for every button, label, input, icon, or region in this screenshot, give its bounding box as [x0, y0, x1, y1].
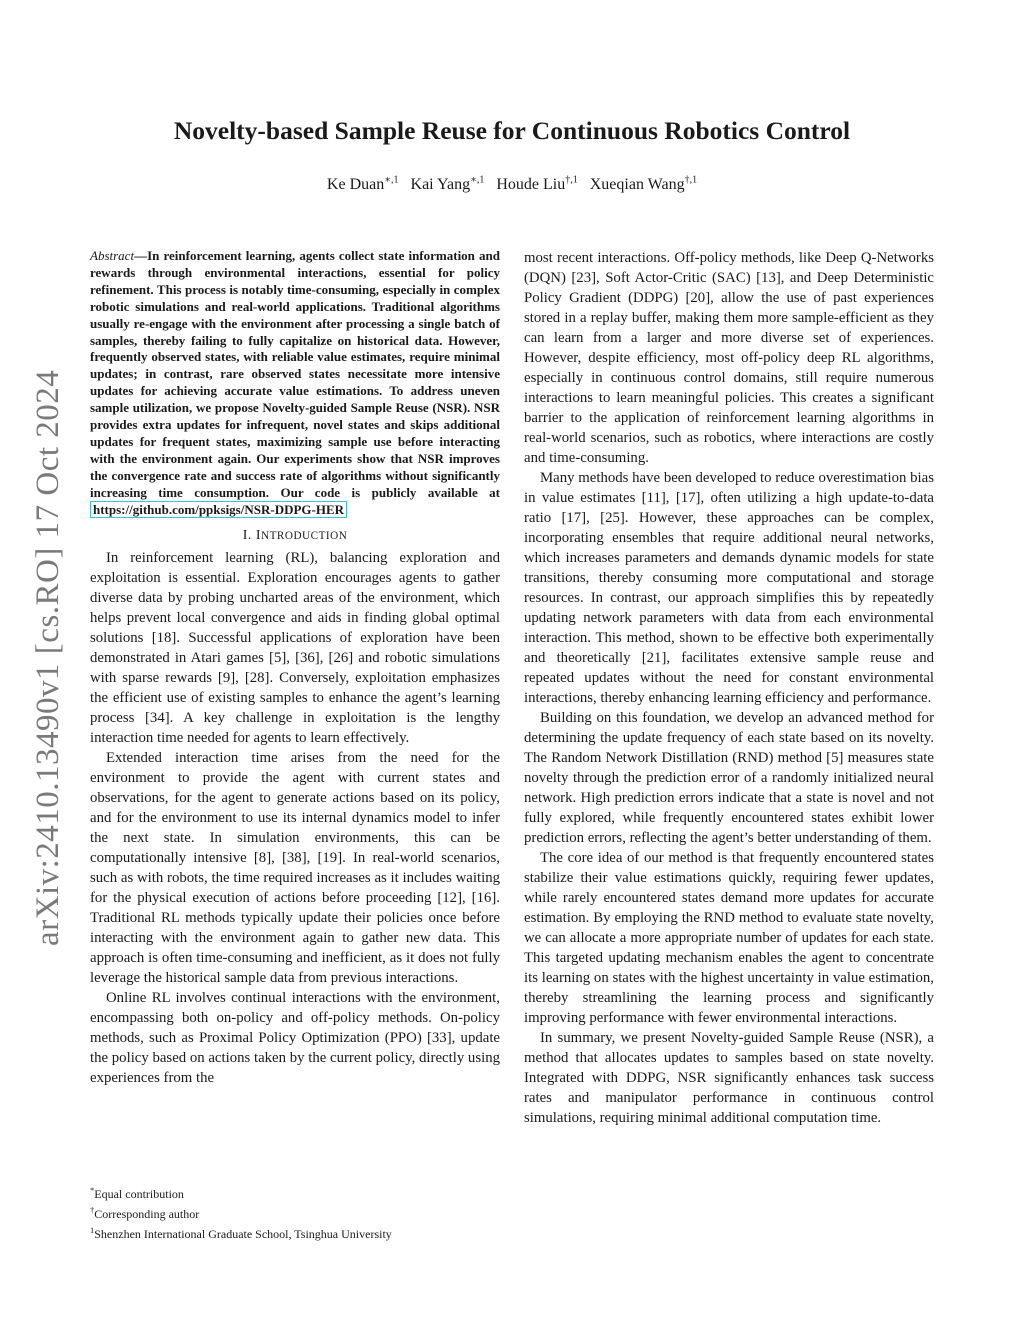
author-name: Kai Yang — [410, 176, 471, 194]
section-heading-introduction — [90, 528, 500, 544]
paragraph-continuation: most recent interactions. Off-policy methods, like Deep Q-Networks (DQN) [23], Soft Actor-Critic (SAC) [13], and Deep Deterministic Policy Gradient (DDPG) [20], allow the use of past experiences stored in a replay buffer, making them more sample-efficient as they can learn from a larger and more diverse set of experiences. However, despite efficiency, most off-policy deep RL algorithms, especially in continuous control domains, still require numerous interactions to learn meaningful policies. This creates a significant barrier to the application of reinforcement learning algorithms in real-world scenarios, such as robotics, where interactions are costly and time-consuming. — [524, 250, 934, 466]
paragraph: In summary, we present Novelty-guided Sample Reuse (NSR), a method that allocates updates to samples based on state novelty. Integrated with DDPG, NSR significantly enhances task success rates and manipulator performance in continuous control simulations, requiring minimal additional computation time. — [524, 1030, 934, 1126]
section-numeral: I. I — [242, 527, 262, 543]
paragraph: Extended interaction time arises from the need for the environment to provide the agent with current states and observations, for the agent to generate actions based on its policy, and for the environment to use its internal dynamics model to infer the next state. In simulation environments, this can be computationally intensive [8], [38], [19]. In real-world scenarios, such as with robots, the time required increases as it includes waiting for the physical execution of actions before proceeding [12], [16]. Traditional RL methods typically update their policies once before interacting with the environment again to gather new data. This approach is often time-consuming and inefficient, as it does not fully leverage the historical sample data from previous interactions. — [90, 749, 500, 986]
footnote-text: Corresponding author — [94, 1207, 200, 1221]
paragraph: The core idea of our method is that frequently encountered states stabilize their value estimations quickly, requiring fewer updates, while rarely encountered states demand more updates for accurate estimation. By employing the RND method to evaluate state novelty, we can allocate a more appropriate number of updates for each state. This targeted updating mechanism enables the agent to concentrate its learning on states with the highest uncertainty in value estimation, thereby streamlining the learning process and significantly improving performance with fewer environmental interactions. — [524, 850, 934, 1026]
arxiv-identifier: arXiv:2410.13490v1 [cs.RO] 17 Oct 2024 — [30, 369, 66, 946]
author-affiliation-mark: ∗,1 — [384, 175, 399, 186]
author-list — [0, 175, 1024, 194]
author — [327, 176, 399, 193]
abstract-text: In reinforcement learning, agents collect state information and rewards through environmental interactions, essential for policy refinement. This process is notably time-consuming, especially in complex robotic simulations and real-world applications. Traditional algorithms usually re-engage with the environment after processing a single batch of samples, thereby failing to fully capitalize on historical data. However, frequently observed states, with reliable value estimates, require minimal updates; in contrast, rare observed states necessitate more intensive updates for achieving accurate value estimations. To address uneven sample utilization, we propose Novelty-guided Sample Reuse (NSR). NSR provides extra updates for infrequent, novel states and skips additional updates for frequent states, maximizing sample use before interacting with the environment again. Our experiments show that NSR improves the convergence rate and success rate of algorithms without significantly increasing time consumption. Our code is publicly available at — [90, 248, 500, 500]
abstract — [90, 248, 500, 519]
author-name: Houde Liu — [496, 176, 566, 194]
section-name: NTRODUCTION — [261, 529, 348, 542]
footnote — [90, 1182, 510, 1202]
author-name: Ke Duan — [326, 176, 385, 194]
author — [590, 176, 697, 193]
footnotes — [90, 1182, 510, 1242]
author-name: Xueqian Wang — [589, 176, 685, 194]
left-column — [90, 248, 500, 1088]
footnote-text: Shenzhen International Graduate School, Tsinghua University — [94, 1227, 392, 1241]
paragraph: Many methods have been developed to reduce overestimation bias in value estimates [11], [17], often utilizing a high update-to-data ratio [17], [25]. However, these approaches can be complex, incorporating ensembles that require additional neural networks, which increases parameters and demands dynamic models for state transitions, thereby consuming more computational and storage resources. In contrast, our approach simplifies this by repeatedly updating network parameters with data from each environmental interaction. This method, shown to be effective both experimentally and theoretically [21], facilitates extensive sample reuse and repeated updates without the need for constant environmental interactions, thereby enhancing learning efficiency and performance. — [524, 470, 934, 706]
right-column — [524, 248, 934, 1128]
footnote-mark: * — [90, 1185, 95, 1195]
code-repository-link[interactable]: https://github.com/ppksigs/NSR-DDPG-HER — [90, 501, 347, 518]
paragraph: Building on this foundation, we develop an advanced method for determining the update frequency of each state based on its novelty. The Random Network Distillation (RND) method [5] measures state novelty through the prediction error of a randomly initialized neural network. High prediction errors indicate that a state is novel and not fully explored, while frequently encountered states exhibit lower prediction errors, reflecting the agent’s better understanding of them. — [524, 710, 934, 846]
paper-title: Novelty-based Sample Reuse for Continuous Robotics Control — [173, 116, 851, 145]
footnote-text: Equal contribution — [94, 1187, 184, 1201]
abstract-dash: — — [134, 248, 148, 263]
footnote — [90, 1202, 510, 1222]
footnote-mark: † — [90, 1205, 95, 1215]
footnote-mark: 1 — [90, 1225, 95, 1235]
author — [496, 176, 577, 193]
author-affiliation-mark: ∗,1 — [470, 175, 485, 186]
author-affiliation-mark: †,1 — [565, 175, 578, 186]
footnote — [90, 1222, 510, 1242]
abstract-label: Abstract — [90, 248, 135, 263]
paragraph: Online RL involves continual interactions with the environment, encompassing both on-policy and off-policy methods. On-policy methods, such as Proximal Policy Optimization (PPO) [33], update the policy based on actions taken by the current policy, directly using experiences from the — [90, 989, 500, 1086]
author-affiliation-mark: †,1 — [684, 175, 698, 186]
author — [411, 176, 485, 193]
paragraph: In reinforcement learning (RL), balancing exploration and exploitation is essential. Exploration encourages agents to gather diverse data by probing uncharted areas of the environment, which helps prevent local convergence and aids in finding global optimal solutions [18]. Successful applications of exploration have been demonstrated in Atari games [5], [36], [26] and robotic simulations with sparse rewards [9], [28]. Conversely, exploitation emphasizes the efficient use of existing samples to enhance the agent’s learning process [34]. A key challenge in exploitation is the lengthy interaction time needed for agents to learn effectively. — [90, 549, 500, 746]
